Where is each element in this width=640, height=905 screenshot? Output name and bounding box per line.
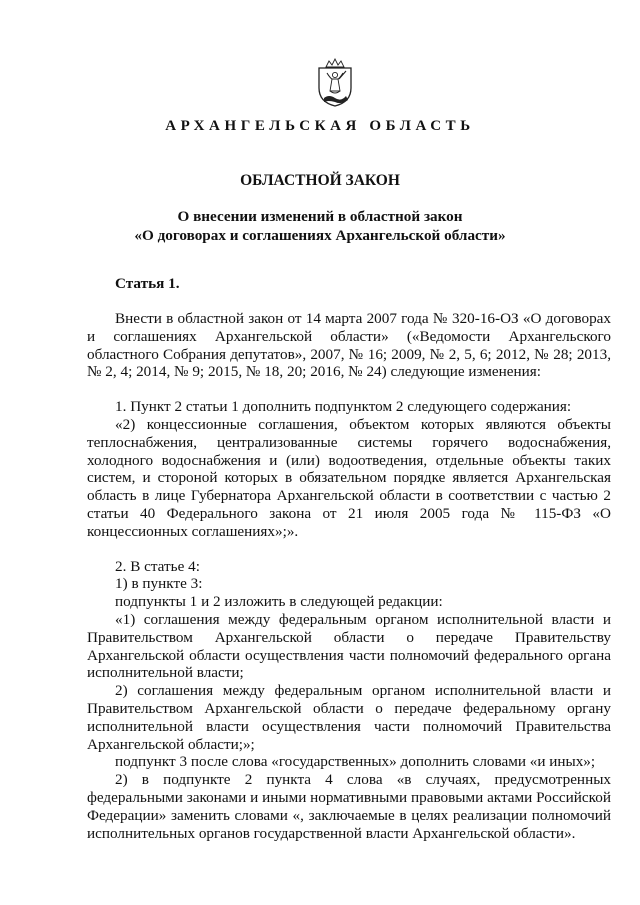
document-title xyxy=(0,207,640,245)
document-title-line: О внесении изменений в областной закон xyxy=(177,208,463,225)
document-title-line: «О договорах и соглашениях Архангельской области» xyxy=(134,227,506,244)
article-body xyxy=(87,310,611,842)
region-name: АРХАНГЕЛЬСКАЯ ОБЛАСТЬ xyxy=(165,118,475,134)
arkhangelsk-coat-of-arms-icon xyxy=(315,58,355,108)
paragraph-gap xyxy=(87,381,611,398)
article-heading: Статья 1. xyxy=(115,275,180,292)
paragraph: подпункты 1 и 2 изложить в следующей редакции: xyxy=(115,593,443,611)
paragraph: 2) в подпункте 2 пункта 4 слова «в случаях, предусмотренных федеральными законами и иными нормативными правовыми актами Российской Федерации» заменить словами «, заключаемые в целях реализации полномочий исполнительных органов государственной власти Архангельской области». xyxy=(87,771,611,842)
paragraph: Внести в областной закон от 14 марта 2007 года № 320-16-ОЗ «О договорах и соглашениях Архангельской области» («Ведомости Архангельского областного Собрания депутатов», 2007, № 16; 2009, № 2, 5, 6; 2012, № 28; 2013, № 2, 4; 2014, № 9; 2015, № 18, 20; 2016, № 24) следующие изменения: xyxy=(87,310,611,381)
document-type: ОБЛАСТНОЙ ЗАКОН xyxy=(240,172,400,189)
paragraph: «1) соглашения между федеральным органом исполнительной власти и Правительством Архангельской области о передаче Правительству Архангельской области осуществления части полномочий федерального органа исполнительной власти; xyxy=(87,610,611,682)
paragraph: 2) соглашения между федеральным органом исполнительной власти и Правительством Архангельской области о передаче федеральному органу исполнительной власти осуществления части полномочий Правительства Архангельской области;»; xyxy=(87,682,611,753)
paragraph: подпункт 3 после слова «государственных» дополнить словами «и иных»; xyxy=(115,753,596,771)
paragraph: «2) концессионные соглашения, объектом которых являются объекты теплоснабжения, централизованные системы горячего водоснабжения, холодного водоснабжения и (или) водоотведения, отдельные объекты таких систем, и стороной которых в обязательном порядке является Архангельская область в лице Губернатора Архангельской области в соответствии с частью 2 статьи 40 Федерального закона от 21 июля 2005 года № 115-ФЗ «О концессионных соглашениях»;». xyxy=(87,415,611,540)
paragraph: 2. В статье 4: xyxy=(115,557,200,575)
paragraph-gap xyxy=(87,541,611,558)
paragraph: 1) в пункте 3: xyxy=(115,575,203,593)
paragraph: 1. Пункт 2 статьи 1 дополнить подпунктом 2 следующего содержания: xyxy=(115,398,572,416)
